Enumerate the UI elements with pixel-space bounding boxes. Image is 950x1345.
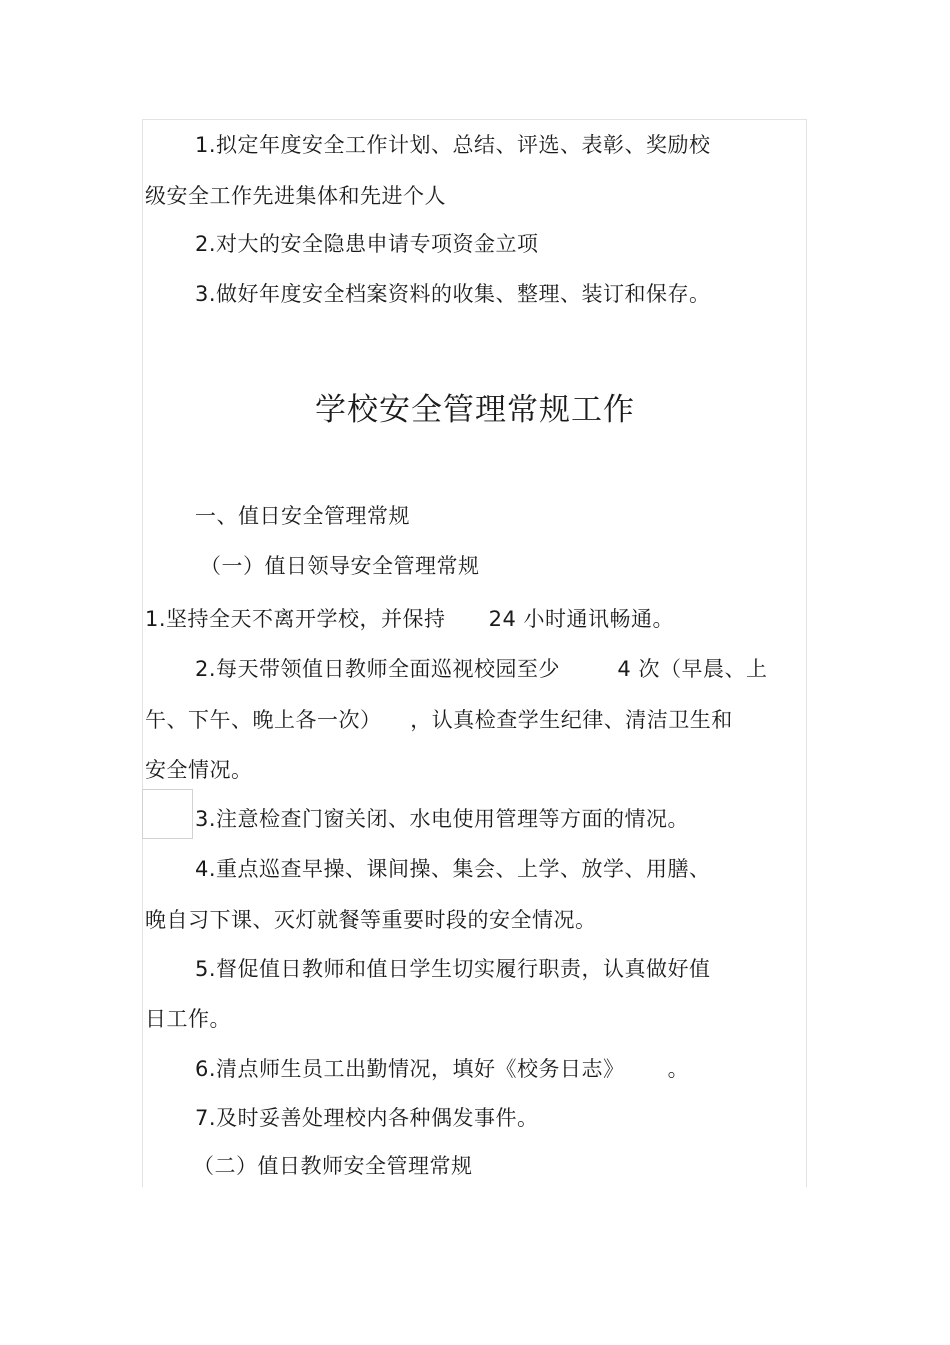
- text-line: 2.每天带领值日教师全面巡视校园至少 4 次（早晨、上: [195, 657, 768, 681]
- text-line: 4.重点巡查早操、课间操、集会、上学、放学、用膳、: [195, 857, 711, 881]
- subsection-heading: （一）值日领导安全管理常规: [200, 554, 480, 578]
- text-line: 安全情况。: [145, 758, 253, 782]
- text-line: 5.督促值日教师和值日学生切实履行职责，认真做好值: [195, 957, 711, 981]
- text-line: 日工作。: [145, 1007, 231, 1031]
- document-title: 学校安全管理常规工作: [315, 392, 635, 428]
- text-line: 晚自习下课、灭灯就餐等重要时段的安全情况。: [145, 908, 597, 932]
- text-line: 6.清点师生员工出勤情况，填好《校务日志》 。: [195, 1057, 690, 1081]
- section-heading: 一、值日安全管理常规: [195, 504, 410, 528]
- margin-box: [142, 789, 193, 839]
- text-line: 午、下午、晚上各一次） ，认真检查学生纪律、清洁卫生和: [145, 708, 733, 732]
- text-line: 级安全工作先进集体和先进个人: [145, 184, 446, 208]
- text-line: 7.及时妥善处理校内各种偶发事件。: [195, 1106, 539, 1130]
- text-line: 3.注意检查门窗关闭、水电使用管理等方面的情况。: [195, 807, 690, 831]
- text-line: 3.做好年度安全档案资料的收集、整理、装订和保存。: [195, 282, 711, 306]
- text-line: 1.坚持全天不离开学校，并保持 24 小时通讯畅通。: [145, 607, 674, 631]
- text-line: 2.对大的安全隐患申请专项资金立项: [195, 232, 539, 256]
- subsection-heading: （二）值日教师安全管理常规: [193, 1154, 473, 1178]
- text-line: 1.拟定年度安全工作计划、总结、评选、表彰、奖励校: [195, 133, 711, 157]
